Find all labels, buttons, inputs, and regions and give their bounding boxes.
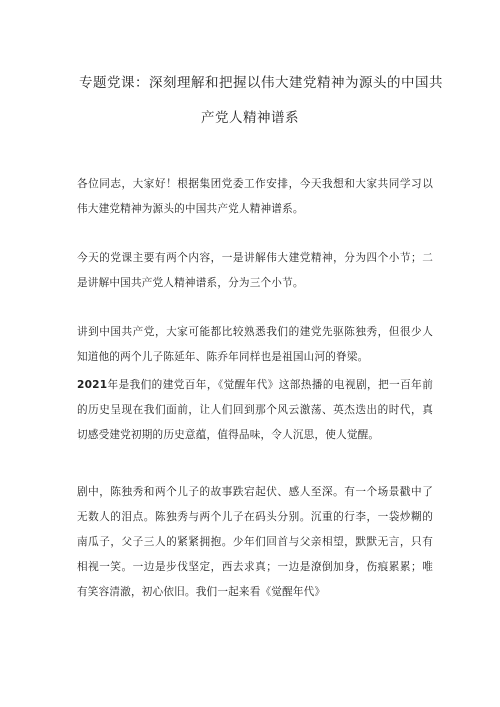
year-number: 2021 [77, 379, 108, 391]
document-title-line-2: 产党人精神谱系 [201, 110, 299, 126]
paragraph-greeting: 各位同志，大家好！根据集团党委工作安排，今天我想和大家共同学习以伟大建党精神为源头的中国共产党人精神谱系。 [77, 178, 433, 215]
paragraph-drama-scene: 剧中，陈独秀和两个儿子的故事跌宕起伏、感人至深。有一个场景戳中了无数人的泪点。陈独秀与两个儿子在码头分别。沉重的行李，一袋炒糊的南瓜子，父子三人的紧紧拥抱。少年们回首与父亲相望，默默无言，只有相视一笑。一边是步伐坚定，西去求真；一边是潦倒加身，伤痕累累；唯有笑容清澈，初心依旧。我们一起来看《觉醒年代》 [77, 486, 433, 598]
paragraph-awakening-age [77, 373, 433, 448]
paragraph-awakening-age-text: 年是我们的建党百年，《觉醒年代》这部热播的电视剧，把一百年前的历史呈现在我们面前，让人们回到那个风云激荡、英杰迭出的时代，真切感受建党初期的历史意蕴，值得品味，令人沉思，使人觉醒。 [77, 379, 433, 441]
paragraph-outline: 今天的党课主要有两个内容，一是讲解伟大建党精神，分为四个小节；二是讲解中国共产党人精神谱系，分为三个小节。 [77, 252, 433, 289]
document-title-line-1: 专题党课：深刻理解和把握以伟大建党精神为源头的中国共 [79, 75, 443, 91]
paragraph-chen-duxiu-sons: 讲到中国共产党，大家可能都比较熟悉我们的建党先驱陈独秀，但很少人知道他的两个儿子陈延年、陈乔年同样也是祖国山河的脊梁。 [77, 326, 433, 363]
